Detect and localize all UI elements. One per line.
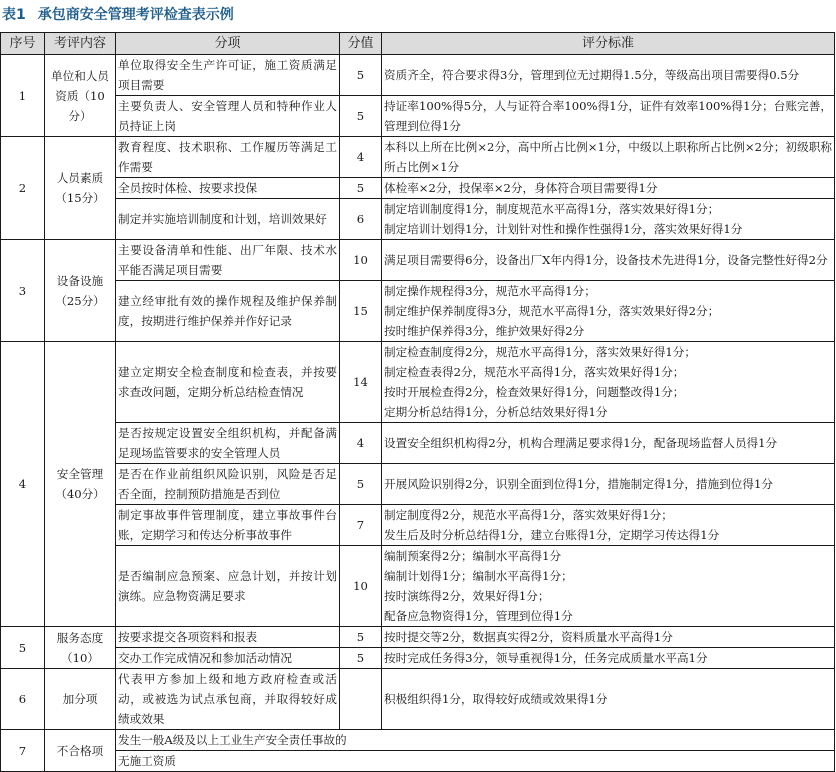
criteria-line: 持证率100%得5分，人与证符合率100%得1分，证件有效率100%得1分；台账完善，管理到位得1分 bbox=[384, 99, 832, 133]
row-item: 单位取得安全生产许可证，施工资质满足项目需要 bbox=[116, 55, 340, 96]
row-criteria bbox=[382, 342, 835, 423]
row-criteria bbox=[382, 137, 835, 178]
criteria-line: 制定检查制度得2分，规范水平高得1分，落实效果好得1分； bbox=[384, 345, 696, 359]
criteria-line: 配备应急物资得1分，管理到位得1分 bbox=[384, 609, 573, 623]
table-caption bbox=[2, 4, 234, 26]
criteria-line: 设置安全组织机构得2分，机构合理满足要求得1分，配备现场监督人员得1分 bbox=[384, 436, 778, 450]
criteria-line: 资质齐全，符合要求得3分，管理到位无过期得1.5分，等级高出项目需要得0.5分 bbox=[384, 68, 800, 82]
row-item: 是否编制应急预案、应急计划，并按计划演练。应急物资满足要求 bbox=[116, 546, 340, 627]
row-item: 制定事故事件管理制度，建立事故事件台账，定期学习和传达分析事故事件 bbox=[116, 505, 340, 546]
row-criteria bbox=[382, 669, 835, 730]
header-criteria: 评分标准 bbox=[382, 33, 835, 55]
criteria-line: 本科以上所在比例×2分，高中所占比例×1分，中级以上职称所占比例×2分；初级职称所占比例×1分 bbox=[384, 140, 832, 174]
row-criteria bbox=[382, 464, 835, 505]
row-score: 5 bbox=[340, 464, 382, 505]
criteria-line: 编制计划得1分；编制水平高得1分； bbox=[384, 569, 573, 583]
row-criteria bbox=[382, 240, 835, 281]
row-criteria bbox=[382, 505, 835, 546]
table-row bbox=[1, 751, 835, 772]
row-score: 4 bbox=[340, 423, 382, 464]
header-content: 考评内容 bbox=[45, 33, 116, 55]
table-row bbox=[1, 199, 835, 240]
row-item: 是否按规定设置安全组织机构，并配备满足现场监管要求的安全管理人员 bbox=[116, 423, 340, 464]
criteria-line: 制定检查表得2分，规范水平高得1分，落实效果好得1分； bbox=[384, 365, 685, 379]
row-score: 5 bbox=[340, 55, 382, 96]
row-content: 加分项 bbox=[45, 669, 116, 730]
evaluation-table bbox=[0, 32, 835, 772]
row-number: 1 bbox=[1, 55, 45, 137]
criteria-line: 编制预案得2分；编制水平高得1分 bbox=[384, 549, 562, 563]
row-score bbox=[340, 669, 382, 730]
row-score: 10 bbox=[340, 546, 382, 627]
row-item: 主要设备清单和性能、出厂年限、技术水平能否满足项目需要 bbox=[116, 240, 340, 281]
table-row bbox=[1, 627, 835, 648]
row-item: 教育程度、技术职称、工作履历等满足工作需要 bbox=[116, 137, 340, 178]
criteria-line: 制定培训计划得1分，计划针对性和操作性强得1分，落实效果好得1分 bbox=[384, 222, 743, 236]
row-item: 建立经审批有效的操作规程及维护保养制度，按期进行维护保养并作好记录 bbox=[116, 281, 340, 342]
table-row bbox=[1, 178, 835, 199]
row-score: 6 bbox=[340, 199, 382, 240]
caption-number: 表1 bbox=[2, 7, 26, 23]
table-row bbox=[1, 137, 835, 178]
table-row bbox=[1, 96, 835, 137]
table-row bbox=[1, 669, 835, 730]
row-score: 10 bbox=[340, 240, 382, 281]
row-criteria bbox=[382, 199, 835, 240]
criteria-line: 按时开展检查得2分，检查效果好得1分，问题整改得1分； bbox=[384, 385, 685, 399]
row-number: 2 bbox=[1, 137, 45, 240]
criteria-line: 制定操作规程得3分，规范水平高得1分； bbox=[384, 284, 596, 298]
criteria-line: 按时维护保养得3分，维护效果好得2分 bbox=[384, 324, 585, 338]
row-number: 5 bbox=[1, 627, 45, 669]
row-item: 建立定期安全检查制度和检查表，并按要求查改问题，定期分析总结检查情况 bbox=[116, 342, 340, 423]
row-criteria bbox=[382, 281, 835, 342]
row-item: 是否在作业前组织风险识别，风险是否足否全面，控制预防措施是否到位 bbox=[116, 464, 340, 505]
row-score: 5 bbox=[340, 648, 382, 669]
row-criteria bbox=[382, 648, 835, 669]
row-content: 安全管理（40分） bbox=[45, 342, 116, 627]
criteria-line: 按时提交等2分，数据真实得2分，资料质量水平高得1分 bbox=[384, 630, 673, 644]
row-criteria bbox=[382, 546, 835, 627]
row-content: 单位和人员资质（10分） bbox=[45, 55, 116, 137]
row-content: 人员素质（15分） bbox=[45, 137, 116, 240]
criteria-line: 积极组织得1分，取得较好成绩或效果得1分 bbox=[384, 692, 608, 706]
row-content: 设备设施（25分） bbox=[45, 240, 116, 342]
row-content: 服务态度（10） bbox=[45, 627, 116, 669]
criteria-line: 制定维护保养制度得3分，规范水平高得1分，落实效果好得2分； bbox=[384, 304, 720, 318]
row-score: 5 bbox=[340, 96, 382, 137]
row-criteria bbox=[382, 627, 835, 648]
row-item: 制定并实施培训制度和计划，培训效果好 bbox=[116, 199, 340, 240]
row-number: 3 bbox=[1, 240, 45, 342]
criteria-line: 制定制度得2分，规范水平高得1分，落实效果好得1分； bbox=[384, 508, 673, 522]
criteria-line: 满足项目需要得6分，设备出厂X年内得1分，设备技术先进得1分，设备完整性好得2分 bbox=[384, 253, 828, 267]
row-criteria bbox=[382, 178, 835, 199]
row-score: 14 bbox=[340, 342, 382, 423]
table-row bbox=[1, 464, 835, 505]
table-row bbox=[1, 648, 835, 669]
table-row bbox=[1, 730, 835, 751]
header-item: 分项 bbox=[116, 33, 340, 55]
table-row bbox=[1, 281, 835, 342]
row-item: 交办工作完成情况和参加活动情况 bbox=[116, 648, 340, 669]
table-row bbox=[1, 546, 835, 627]
caption-title: 承包商安全管理考评检查表示例 bbox=[37, 7, 234, 23]
header-no: 序号 bbox=[1, 33, 45, 55]
row-criteria bbox=[382, 423, 835, 464]
row-item: 主要负责人、安全管理人员和特种作业人员持证上岗 bbox=[116, 96, 340, 137]
table-row bbox=[1, 505, 835, 546]
row-criteria bbox=[382, 55, 835, 96]
criteria-line: 发生后及时分析总结得1分，建立台账得1分，定期学习传达得1分 bbox=[384, 528, 720, 542]
row-item: 代表甲方参加上级和地方政府检查或活动，或被选为试点承包商，并取得较好成绩或效果 bbox=[116, 669, 340, 730]
table-row bbox=[1, 240, 835, 281]
row-score: 7 bbox=[340, 505, 382, 546]
header-row bbox=[1, 33, 835, 55]
row-score: 4 bbox=[340, 137, 382, 178]
criteria-line: 按时完成任务得3分，领导重视得1分，任务完成质量水平高1分 bbox=[384, 651, 708, 665]
row-item: 全员按时体检、按要求投保 bbox=[116, 178, 340, 199]
criteria-line: 开展风险识别得2分，识别全面到位得1分，措施制定得1分，措施到位得1分 bbox=[384, 477, 773, 491]
row-score: 15 bbox=[340, 281, 382, 342]
row-number: 4 bbox=[1, 342, 45, 627]
criteria-line: 制定培训制度得1分，制度规范水平高得1分，落实效果好得1分； bbox=[384, 202, 720, 216]
criteria-line: 定期分析总结得1分，分析总结效果好得1分 bbox=[384, 405, 608, 419]
criteria-line: 按时演练得2分，效果好得1分； bbox=[384, 589, 550, 603]
row-number: 7 bbox=[1, 730, 45, 772]
row-score: 5 bbox=[340, 178, 382, 199]
row-content: 不合格项 bbox=[45, 730, 116, 772]
table-row bbox=[1, 423, 835, 464]
row-item: 发生一般A级及以上工业生产安全责任事故的 bbox=[116, 730, 835, 751]
header-score: 分值 bbox=[340, 33, 382, 55]
row-item: 按要求提交各项资料和报表 bbox=[116, 627, 340, 648]
row-item: 无施工资质 bbox=[116, 751, 835, 772]
row-criteria bbox=[382, 96, 835, 137]
row-number: 6 bbox=[1, 669, 45, 730]
criteria-line: 体检率×2分，投保率×2分，身体符合项目需要得1分 bbox=[384, 181, 658, 195]
table-row bbox=[1, 342, 835, 423]
table-row bbox=[1, 55, 835, 96]
row-score: 5 bbox=[340, 627, 382, 648]
